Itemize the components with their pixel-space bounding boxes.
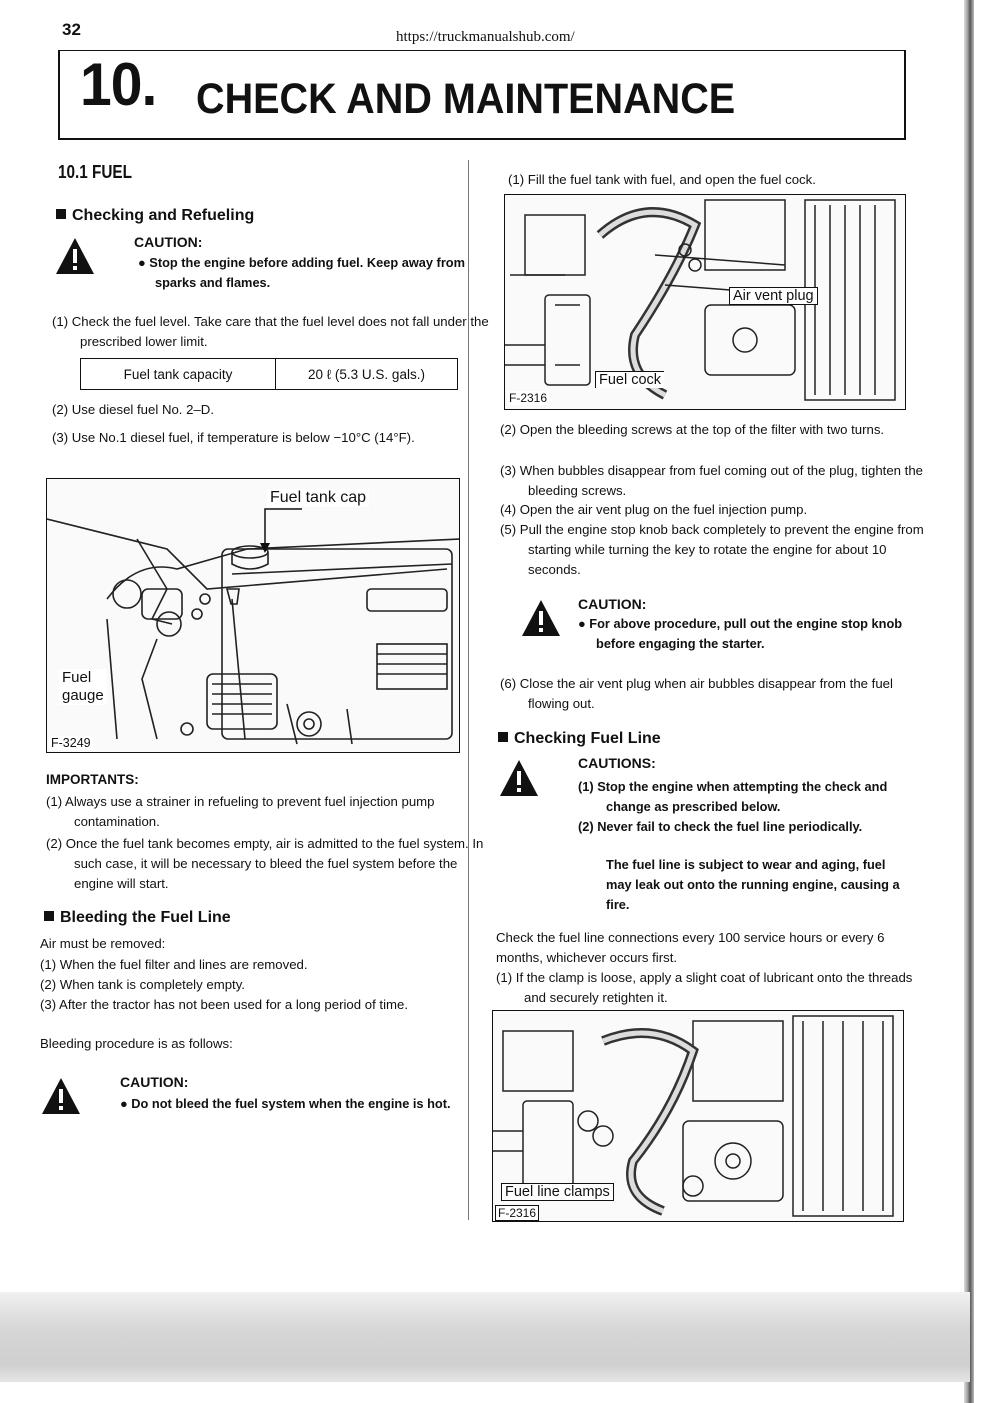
caution-item-2: (2) Never fail to check the fuel line periodically. [578, 819, 863, 834]
bullet-square-icon [56, 209, 66, 219]
important-item-1: (1) Always use a strainer in refueling to prevent fuel injection pump contamination. [46, 794, 435, 829]
important-item-2: (2) Once the fuel tank becomes empty, air is admitted to the fuel system. In such case, it will be necessary to bleed the fuel system before the engine will start. [46, 836, 484, 891]
caution-label: CAUTION: [120, 1074, 189, 1090]
table-value: 20 ℓ (5.3 U.S. gals.) [276, 359, 458, 390]
cautions-label: CAUTIONS: [578, 755, 656, 771]
heading-bleeding: Bleeding the Fuel Line [44, 909, 231, 927]
figure-fuel-line-clamps [492, 1010, 904, 1222]
source-url[interactable]: https://truckmanualshub.com/ [396, 29, 575, 45]
step-1-check-level: (1) Check the fuel level. Take care that the fuel level does not fall under the prescribed lower limit. [52, 314, 489, 349]
warning-triangle-icon [522, 600, 560, 636]
caution-item-1: (1) Stop the engine when attempting the check and change as prescribed below. [578, 779, 888, 814]
chapter-title: CHECK AND MAINTENANCE [196, 75, 736, 123]
callout-fuel-tank-cap: Fuel tank cap [267, 489, 369, 507]
step-2: (2) Use diesel fuel No. 2–D. [52, 402, 214, 417]
figure-fuel-tank [46, 478, 460, 753]
fuel-system-illustration [505, 195, 906, 410]
page-edge [964, 0, 974, 1403]
bleeding-item-1: (1) When the fuel filter and lines are removed. [40, 957, 308, 972]
callout-air-vent-plug: Air vent plug [729, 287, 818, 305]
fuel-line-step-1: (1) If the clamp is loose, apply a slight coat of lubricant onto the threads and securely retighten it. [496, 970, 913, 1005]
warning-triangle-icon [500, 760, 538, 796]
callout-fuel-line-clamps: Fuel line clamps [501, 1183, 614, 1201]
right-step-3: (3) When bubbles disappear from fuel coming out of the plug, tighten the bleeding screws. [500, 463, 923, 498]
callout-fuel-cock: Fuel cock [595, 371, 664, 388]
warning-triangle-icon [56, 238, 94, 274]
bullet-square-icon [44, 911, 54, 921]
table-label: Fuel tank capacity [81, 359, 276, 390]
importants-heading: IMPORTANTS: [46, 772, 139, 787]
bleeding-item-3: (3) After the tractor has not been used for a long period of time. [40, 997, 408, 1012]
right-step-2: (2) Open the bleeding screws at the top of the filter with two turns. [500, 422, 885, 437]
caution-text: ● Do not bleed the fuel system when the engine is hot. [120, 1096, 451, 1111]
caution-text: ● Stop the engine before adding fuel. Keep away from sparks and flames. [138, 255, 465, 290]
bullet-square-icon [498, 732, 508, 742]
page-number: 32 [62, 20, 81, 39]
caution-label: CAUTION: [134, 234, 203, 250]
warning-triangle-icon [42, 1078, 80, 1114]
step-3: (3) Use No.1 diesel fuel, if temperature is below −10°C (14°F). [52, 430, 415, 445]
caution-label: CAUTION: [578, 596, 647, 612]
right-step-5: (5) Pull the engine stop knob back completely to prevent the engine from starting while turning the key to rotate the engine for about 10 seconds. [500, 522, 924, 577]
chapter-number: 10. [80, 51, 157, 118]
bleeding-item-2: (2) When tank is completely empty. [40, 977, 245, 992]
right-step-1: (1) Fill the fuel tank with fuel, and open the fuel cock. [508, 172, 816, 187]
right-step-4: (4) Open the air vent plug on the fuel injection pump. [500, 502, 808, 517]
section-title: 10.1 FUEL [58, 162, 132, 182]
figure-air-vent [504, 194, 906, 410]
scan-bottom-band [0, 1292, 970, 1382]
fuel-capacity-table [80, 358, 458, 390]
callout-fuel-gauge: Fuel gauge [59, 669, 107, 705]
callout-arrow-icon [247, 507, 307, 557]
figure-code: F-2316 [509, 391, 548, 405]
bleeding-intro: Air must be removed: [40, 936, 166, 951]
fuel-line-body: Check the fuel line connections every 100 service hours or every 6 months, whichever occurs first. [496, 930, 885, 965]
figure-code: F-2316 [495, 1205, 539, 1221]
bleeding-procedure: Bleeding procedure is as follows: [40, 1036, 233, 1051]
caution-text: ● For above procedure, pull out the engine stop knob before engaging the starter. [578, 616, 903, 651]
caution-item-2-detail: The fuel line is subject to wear and aging, fuel may leak out onto the running engine, causing a fire. [606, 857, 900, 912]
heading-checking-fuel-line: Checking Fuel Line [498, 730, 661, 748]
figure-code: F-3249 [51, 736, 91, 750]
right-step-6: (6) Close the air vent plug when air bubbles disappear from the fuel flowing out. [500, 676, 893, 711]
heading-checking-refueling: Checking and Refueling [56, 207, 254, 225]
